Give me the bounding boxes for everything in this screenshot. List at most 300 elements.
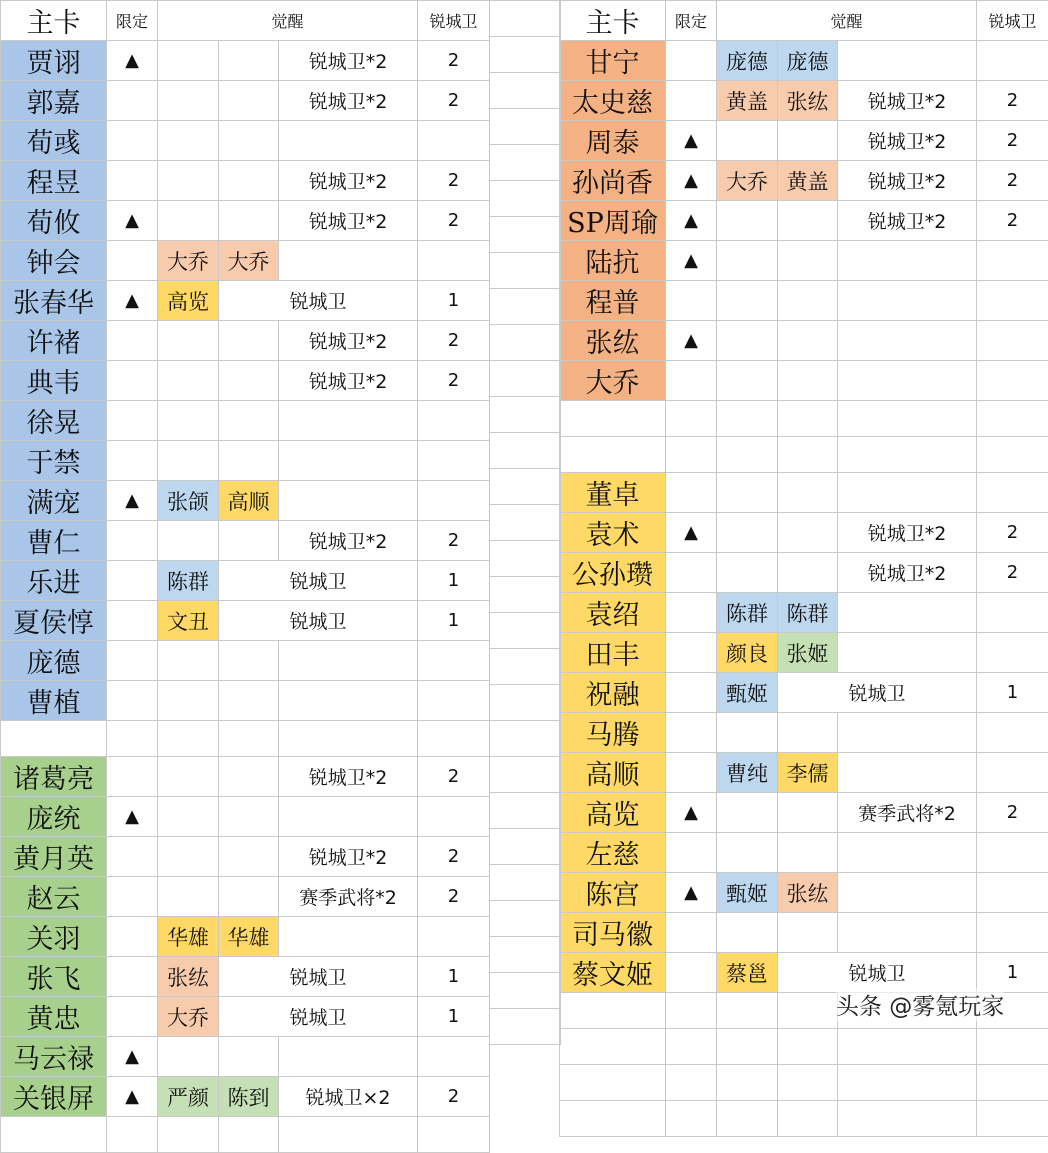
table-row — [1, 1077, 490, 1117]
gap-row — [490, 109, 561, 145]
limited-cell — [666, 673, 717, 713]
awaken-slot-2 — [778, 121, 838, 161]
main-card-cell: 周泰 — [560, 121, 666, 161]
limited-cell: ▲ — [666, 121, 717, 161]
main-card-cell: 袁术 — [560, 513, 666, 553]
awaken-slot-2 — [778, 513, 838, 553]
table-row — [1, 521, 490, 561]
gap-row — [490, 397, 561, 433]
table-row — [560, 873, 1048, 913]
awaken-slot-1 — [717, 713, 778, 753]
main-card-cell: 典韦 — [1, 361, 107, 401]
main-card-cell: 蔡文姬 — [560, 953, 666, 993]
table-row — [560, 913, 1048, 953]
table-row — [1, 917, 490, 957]
awaken-slot-1 — [717, 1029, 778, 1065]
table-row — [560, 1029, 1048, 1065]
limited-cell: ▲ — [107, 1037, 158, 1077]
awaken-slot-1 — [158, 521, 219, 561]
gap-row — [490, 73, 561, 109]
awaken-slot-2 — [778, 281, 838, 321]
gap-cell — [490, 433, 561, 469]
main-card-cell — [1, 721, 107, 757]
reward-cell — [838, 361, 977, 401]
reward-cell: 锐城卫*2 — [838, 553, 977, 593]
header-rcw: 锐城卫 — [977, 1, 1048, 41]
limited-cell: ▲ — [107, 481, 158, 521]
awaken-slot-1: 陈群 — [717, 593, 778, 633]
gap-row — [490, 649, 561, 685]
gap-cell — [490, 721, 561, 757]
reward-cell: 锐城卫×2 — [279, 1077, 418, 1117]
table-row — [1, 361, 490, 401]
count-cell — [418, 401, 490, 441]
count-cell — [977, 41, 1048, 81]
limited-cell — [666, 361, 717, 401]
limited-cell — [666, 553, 717, 593]
gap-cell — [490, 829, 561, 865]
reward-cell — [279, 401, 418, 441]
awaken-slot-1 — [717, 281, 778, 321]
awaken-slot-2: 大乔 — [219, 241, 279, 281]
limited-cell: ▲ — [666, 873, 717, 913]
reward-cell: 锐城卫*2 — [838, 81, 977, 121]
main-card-cell: 陆抗 — [560, 241, 666, 281]
awaken-slot-2 — [778, 1101, 838, 1137]
awaken-slot-2 — [219, 797, 279, 837]
limited-cell — [666, 401, 717, 437]
reward-cell: 锐城卫*2 — [838, 201, 977, 241]
count-cell — [977, 401, 1048, 437]
limited-cell — [666, 633, 717, 673]
table-row — [560, 161, 1048, 201]
awaken-slot-2 — [778, 713, 838, 753]
awaken-slot-2 — [778, 1029, 838, 1065]
gap-cell — [490, 253, 561, 289]
awaken-slot-1 — [158, 757, 219, 797]
main-card-cell: 庞德 — [1, 641, 107, 681]
header-limited: 限定 — [666, 1, 717, 41]
limited-cell — [107, 681, 158, 721]
limited-cell: ▲ — [666, 513, 717, 553]
gap-cell — [490, 361, 561, 397]
limited-cell: ▲ — [666, 161, 717, 201]
count-cell: 1 — [418, 997, 490, 1037]
awaken-slot-2 — [219, 1037, 279, 1077]
count-cell: 2 — [418, 837, 490, 877]
main-card-cell: 甘宁 — [560, 41, 666, 81]
main-card-cell: 庞统 — [1, 797, 107, 837]
table-row — [560, 401, 1048, 437]
awaken-slot-2 — [778, 361, 838, 401]
awaken-slot-2 — [219, 877, 279, 917]
gap-cell — [490, 145, 561, 181]
gap-cell — [490, 1009, 561, 1045]
gap-cell — [490, 217, 561, 253]
count-cell: 2 — [418, 521, 490, 561]
gap-row — [490, 433, 561, 469]
count-cell — [418, 681, 490, 721]
gap-row — [490, 577, 561, 613]
limited-cell — [107, 441, 158, 481]
table-row — [1, 641, 490, 681]
table-row — [560, 321, 1048, 361]
gap-cell — [490, 37, 561, 73]
reward-cell: 锐城卫 — [778, 673, 977, 713]
awaken-slot-2 — [219, 441, 279, 481]
awaken-slot-1: 黄盖 — [717, 81, 778, 121]
awaken-slot-1: 颜良 — [717, 633, 778, 673]
main-card-cell: 祝融 — [560, 673, 666, 713]
awaken-slot-2 — [778, 993, 838, 1029]
count-cell: 2 — [977, 81, 1048, 121]
awaken-slot-1: 文丑 — [158, 601, 219, 641]
main-card-cell: 于禁 — [1, 441, 107, 481]
awaken-slot-2 — [778, 1065, 838, 1101]
main-card-cell — [560, 993, 666, 1029]
gap-cell — [490, 757, 561, 793]
reward-cell: 锐城卫*2 — [279, 521, 418, 561]
reward-cell — [279, 1037, 418, 1077]
reward-cell — [279, 441, 418, 481]
main-card-cell: 袁绍 — [560, 593, 666, 633]
gap-row — [490, 613, 561, 649]
reward-cell — [838, 321, 977, 361]
table-row — [1, 877, 490, 917]
reward-cell — [838, 1101, 977, 1137]
limited-cell — [107, 1117, 158, 1153]
table-row — [1, 601, 490, 641]
main-card-cell: 左慈 — [560, 833, 666, 873]
awaken-slot-2 — [219, 641, 279, 681]
table-row — [560, 593, 1048, 633]
awaken-slot-1 — [158, 877, 219, 917]
limited-cell: ▲ — [107, 201, 158, 241]
awaken-slot-1 — [158, 441, 219, 481]
table-row — [560, 437, 1048, 473]
awaken-slot-1 — [717, 361, 778, 401]
limited-cell: ▲ — [666, 241, 717, 281]
awaken-slot-1 — [717, 553, 778, 593]
main-card-cell: 孙尚香 — [560, 161, 666, 201]
awaken-slot-1 — [717, 121, 778, 161]
reward-cell: 锐城卫*2 — [279, 837, 418, 877]
awaken-slot-1 — [717, 401, 778, 437]
limited-cell — [107, 561, 158, 601]
reward-cell: 锐城卫*2 — [279, 757, 418, 797]
awaken-slot-2 — [219, 401, 279, 441]
count-cell — [977, 593, 1048, 633]
count-cell: 2 — [418, 41, 490, 81]
count-cell — [977, 913, 1048, 953]
gap-row — [490, 901, 561, 937]
gap-cell — [490, 325, 561, 361]
main-card-cell: 张飞 — [1, 957, 107, 997]
limited-cell — [666, 753, 717, 793]
count-cell — [977, 873, 1048, 913]
reward-cell — [838, 473, 977, 513]
awaken-slot-2 — [778, 201, 838, 241]
reward-cell — [279, 641, 418, 681]
main-card-cell: 司马徽 — [560, 913, 666, 953]
awaken-slot-2: 黄盖 — [778, 161, 838, 201]
reward-cell: 锐城卫 — [219, 601, 418, 641]
count-cell: 2 — [418, 1077, 490, 1117]
count-cell: 2 — [418, 757, 490, 797]
count-cell — [977, 241, 1048, 281]
table-row — [1, 837, 490, 877]
count-cell: 2 — [977, 553, 1048, 593]
awaken-slot-1 — [717, 1101, 778, 1137]
count-cell: 1 — [418, 601, 490, 641]
table-row — [560, 553, 1048, 593]
reward-cell: 锐城卫*2 — [279, 361, 418, 401]
reward-cell: 锐城卫*2 — [279, 41, 418, 81]
table-row — [560, 713, 1048, 753]
awaken-slot-2 — [219, 521, 279, 561]
reward-cell — [838, 713, 977, 753]
gap-row — [490, 325, 561, 361]
count-cell: 1 — [418, 561, 490, 601]
main-card-cell: 荀攸 — [1, 201, 107, 241]
awaken-slot-2 — [778, 913, 838, 953]
main-card-cell: 陈宫 — [560, 873, 666, 913]
limited-cell: ▲ — [107, 797, 158, 837]
gap-cell — [490, 973, 561, 1009]
gap-row — [490, 361, 561, 397]
table-row — [1, 957, 490, 997]
main-card-cell: 徐晃 — [1, 401, 107, 441]
awaken-slot-2 — [219, 41, 279, 81]
gap-cell — [490, 865, 561, 901]
gap-cell — [490, 73, 561, 109]
limited-cell — [107, 601, 158, 641]
awaken-slot-2 — [778, 833, 838, 873]
limited-cell — [107, 161, 158, 201]
main-card-cell: 许褚 — [1, 321, 107, 361]
awaken-slot-2 — [219, 1117, 279, 1153]
table-row — [1, 441, 490, 481]
limited-cell — [107, 401, 158, 441]
reward-cell — [279, 917, 418, 957]
table-row — [1, 561, 490, 601]
limited-cell — [666, 281, 717, 321]
reward-cell — [279, 797, 418, 837]
table-row — [560, 633, 1048, 673]
count-cell: 2 — [418, 361, 490, 401]
table-row — [1, 401, 490, 441]
gap-row — [490, 541, 561, 577]
gap-row — [490, 937, 561, 973]
awaken-slot-2 — [778, 793, 838, 833]
limited-cell: ▲ — [666, 793, 717, 833]
gap-cell — [490, 397, 561, 433]
awaken-slot-1 — [717, 241, 778, 281]
awaken-slot-1 — [158, 797, 219, 837]
gap-row — [490, 253, 561, 289]
table-row — [560, 121, 1048, 161]
reward-cell: 锐城卫*2 — [838, 161, 977, 201]
gap-cell — [490, 505, 561, 541]
awaken-slot-1 — [158, 41, 219, 81]
table-row — [1, 201, 490, 241]
main-card-cell — [560, 437, 666, 473]
count-cell — [418, 1117, 490, 1153]
main-card-cell: 马云禄 — [1, 1037, 107, 1077]
main-card-cell: 夏侯惇 — [1, 601, 107, 641]
reward-cell: 锐城卫 — [778, 953, 977, 993]
limited-cell — [666, 713, 717, 753]
reward-cell: 锐城卫 — [219, 997, 418, 1037]
main-card-cell: 关银屏 — [1, 1077, 107, 1117]
header-limited: 限定 — [107, 1, 158, 41]
count-cell: 2 — [977, 161, 1048, 201]
limited-cell — [666, 41, 717, 81]
awaken-slot-2: 张纮 — [778, 81, 838, 121]
table-row — [560, 81, 1048, 121]
gap-cell — [490, 541, 561, 577]
limited-cell: ▲ — [666, 321, 717, 361]
count-cell — [977, 1101, 1048, 1137]
limited-cell — [666, 913, 717, 953]
awaken-slot-1 — [717, 833, 778, 873]
table-row — [560, 793, 1048, 833]
table-row — [1, 757, 490, 797]
awaken-slot-2 — [219, 161, 279, 201]
awaken-slot-1 — [158, 121, 219, 161]
count-cell — [977, 321, 1048, 361]
awaken-slot-1: 甄姬 — [717, 873, 778, 913]
main-card-cell: 赵云 — [1, 877, 107, 917]
reward-cell — [279, 121, 418, 161]
table-row — [560, 241, 1048, 281]
count-cell — [977, 1065, 1048, 1101]
table-row — [560, 281, 1048, 321]
limited-cell — [666, 473, 717, 513]
gap-row — [490, 685, 561, 721]
awaken-slot-1: 庞德 — [717, 41, 778, 81]
table-row — [560, 201, 1048, 241]
reward-cell — [279, 1117, 418, 1153]
main-card-cell — [560, 401, 666, 437]
left-card-table — [0, 0, 490, 1153]
table-row — [1, 81, 490, 121]
main-card-cell: 程昱 — [1, 161, 107, 201]
count-cell: 2 — [418, 161, 490, 201]
limited-cell: ▲ — [107, 1077, 158, 1117]
limited-cell — [666, 833, 717, 873]
table-row — [560, 1065, 1048, 1101]
limited-cell — [107, 721, 158, 757]
awaken-slot-1: 张颌 — [158, 481, 219, 521]
main-card-cell: 钟会 — [1, 241, 107, 281]
table-row — [560, 473, 1048, 513]
main-card-cell: 乐进 — [1, 561, 107, 601]
main-card-cell: 关羽 — [1, 917, 107, 957]
limited-cell — [107, 241, 158, 281]
awaken-slot-1 — [158, 721, 219, 757]
awaken-slot-1: 大乔 — [158, 997, 219, 1037]
table-row — [1, 797, 490, 837]
main-card-cell: 诸葛亮 — [1, 757, 107, 797]
count-cell — [418, 241, 490, 281]
awaken-slot-1 — [717, 513, 778, 553]
awaken-slot-1 — [717, 321, 778, 361]
limited-cell — [107, 361, 158, 401]
count-cell — [418, 917, 490, 957]
awaken-slot-1: 大乔 — [158, 241, 219, 281]
reward-cell — [838, 633, 977, 673]
limited-cell — [107, 917, 158, 957]
main-card-cell: 张纮 — [560, 321, 666, 361]
reward-cell — [838, 1029, 977, 1065]
table-row — [1, 481, 490, 521]
table-row — [1, 997, 490, 1037]
count-cell: 2 — [977, 513, 1048, 553]
reward-cell — [838, 401, 977, 437]
gap-cell — [490, 1, 561, 37]
limited-cell — [107, 757, 158, 797]
limited-cell — [666, 1101, 717, 1137]
gap-row — [490, 793, 561, 829]
main-card-cell — [1, 1117, 107, 1153]
header-main: 主卡 — [1, 1, 107, 41]
count-cell — [977, 833, 1048, 873]
count-cell: 2 — [418, 81, 490, 121]
gap-row — [490, 829, 561, 865]
awaken-slot-2 — [219, 757, 279, 797]
gap-row — [490, 217, 561, 253]
awaken-slot-2 — [778, 473, 838, 513]
limited-cell: ▲ — [666, 201, 717, 241]
awaken-slot-1 — [158, 1117, 219, 1153]
limited-cell — [107, 321, 158, 361]
reward-cell: 锐城卫*2 — [838, 513, 977, 553]
table-row — [1, 281, 490, 321]
main-card-cell: 高览 — [560, 793, 666, 833]
count-cell: 2 — [977, 793, 1048, 833]
limited-cell — [107, 641, 158, 681]
count-cell — [418, 481, 490, 521]
limited-cell — [107, 521, 158, 561]
count-cell: 2 — [418, 201, 490, 241]
awaken-slot-1 — [158, 321, 219, 361]
header-row — [560, 1, 1048, 41]
reward-cell: 锐城卫*2 — [279, 321, 418, 361]
gap-row — [490, 181, 561, 217]
awaken-slot-2: 李儒 — [778, 753, 838, 793]
awaken-slot-2 — [778, 401, 838, 437]
gap-row — [490, 865, 561, 901]
table-row — [1, 321, 490, 361]
gap-cell — [490, 289, 561, 325]
reward-cell — [838, 873, 977, 913]
main-card-cell: 曹植 — [1, 681, 107, 721]
table-row — [560, 833, 1048, 873]
header-awaken: 觉醒 — [717, 1, 977, 41]
count-cell: 1 — [418, 957, 490, 997]
awaken-slot-1 — [158, 401, 219, 441]
table-row — [560, 513, 1048, 553]
main-card-cell: 马腾 — [560, 713, 666, 753]
main-card-cell: 张春华 — [1, 281, 107, 321]
reward-cell — [838, 41, 977, 81]
awaken-slot-1 — [717, 201, 778, 241]
gap-row — [490, 289, 561, 325]
awaken-slot-1 — [717, 913, 778, 953]
limited-cell — [107, 957, 158, 997]
right-card-table — [559, 0, 1048, 1137]
